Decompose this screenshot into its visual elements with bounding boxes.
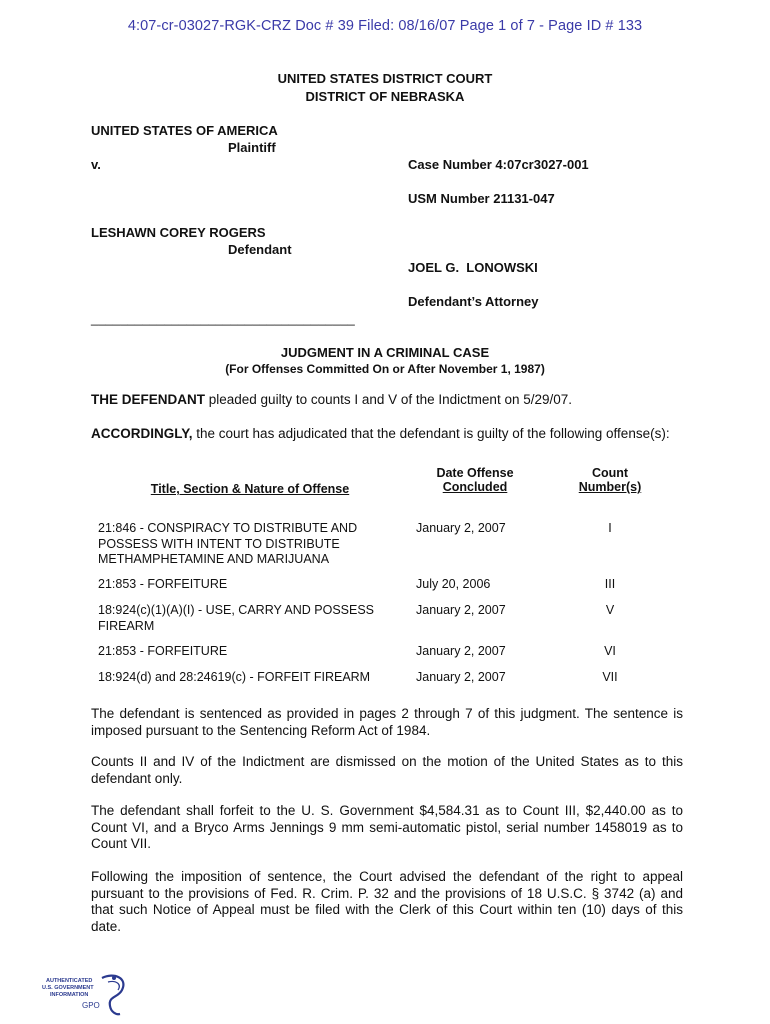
date-cell: January 2, 2007: [416, 521, 506, 535]
forfeiture-paragraph: The defendant shall forfeit to the U. S. Government $4,584.31 as to Count III, $2,440.00 as to Count VI, and a Bryco Arms Jennings 9 mm semi-automatic pistol, serial number 1458019 as to Count VII.: [91, 803, 683, 851]
date-cell: January 2, 2007: [416, 644, 506, 658]
offense-cell: 21:846 - CONSPIRACY TO DISTRIBUTE AND POSSESS WITH INTENT TO DISTRIBUTE METHAMPHETAMINE AND MARIJUANA: [98, 521, 358, 566]
svg-text:AUTHENTICATED: AUTHENTICATED: [46, 978, 93, 984]
date-cell: January 2, 2007: [416, 670, 506, 684]
gpo-authentication-logo: [42, 972, 132, 1018]
sentence-paragraph: The defendant is sentenced as provided in pages 2 through 7 of this judgment. The sentence is imposed pursuant to the Sentencing Reform Act of 1984.: [91, 706, 683, 738]
count-cell: V: [605, 603, 615, 617]
offense-cell: 21:853 - FORFEITURE: [98, 577, 228, 591]
judgment-title: JUDGMENT IN A CRIMINAL CASE: [280, 345, 490, 360]
accordingly-statement: [91, 426, 711, 443]
appeal-paragraph: Following the imposition of sentence, the Court advised the defendant of the right to appeal pursuant to the provisions of Fed. R. Crim. P. 32 and the provisions of 18 U.S.C. § 3742 (a) and that such Notice of Appeal must be filed with the Clerk of this Court within ten (10) days of this date.: [91, 869, 683, 934]
judgment-subtitle: (For Offenses Committed On or After November 1, 1987): [225, 362, 545, 376]
accordingly-lead: ACCORDINGLY,: [91, 426, 193, 441]
count-cell: VII: [602, 670, 618, 684]
date-column-header: Date Offense Concluded: [436, 466, 514, 494]
plaintiff-name: UNITED STATES OF AMERICA: [91, 123, 278, 138]
defendant-name: LESHAWN COREY ROGERS: [91, 225, 266, 240]
caption-divider: ____________________________________: [91, 311, 355, 326]
dismissal-paragraph: Counts II and IV of the Indictment are dismissed on the motion of the United States as to this defendant only.: [91, 754, 683, 786]
plea-lead: THE DEFENDANT: [91, 392, 205, 407]
count-column-header: Count Number(s): [578, 466, 642, 494]
offense-cell: 18:924(d) and 28:24619(c) - FORFEIT FIREARM: [98, 670, 371, 684]
court-name: UNITED STATES DISTRICT COURT: [277, 71, 493, 86]
defendant-role: Defendant: [228, 242, 292, 257]
svg-text:U.S. GOVERNMENT: U.S. GOVERNMENT: [42, 985, 94, 991]
attorney-name: JOEL G. LONOWSKI: [408, 260, 538, 275]
svg-text:INFORMATION: INFORMATION: [50, 992, 89, 998]
offense-cell: 21:853 - FORFEITURE: [98, 644, 228, 658]
filing-stamp: 4:07-cr-03027-RGK-CRZ Doc # 39 Filed: 08/16/07 Page 1 of 7 - Page ID # 133: [127, 18, 643, 34]
attorney-role: Defendant’s Attorney: [408, 294, 539, 309]
plaintiff-role: Plaintiff: [228, 140, 276, 155]
count-cell: I: [608, 521, 612, 535]
offense-cell: 18:924(c)(1)(A)(I) - USE, CARRY AND POSSESS FIREARM: [98, 603, 375, 633]
count-cell: VI: [604, 644, 616, 658]
svg-text:GPO: GPO: [82, 1001, 100, 1010]
usm-number: USM Number 21131-047: [408, 191, 555, 206]
offense-column-header: Title, Section & Nature of Offense: [150, 482, 350, 496]
date-cell: July 20, 2006: [416, 577, 491, 591]
plea-text: pleaded guilty to counts I and V of the Indictment on 5/29/07.: [205, 392, 572, 407]
plea-statement: [91, 392, 691, 409]
date-cell: January 2, 2007: [416, 603, 506, 617]
count-cell: III: [604, 577, 616, 591]
case-number: Case Number 4:07cr3027-001: [408, 157, 589, 172]
accordingly-text: the court has adjudicated that the defendant is guilty of the following offense(s):: [192, 426, 670, 441]
versus: v.: [91, 157, 101, 172]
court-district: DISTRICT OF NEBRASKA: [305, 89, 465, 104]
